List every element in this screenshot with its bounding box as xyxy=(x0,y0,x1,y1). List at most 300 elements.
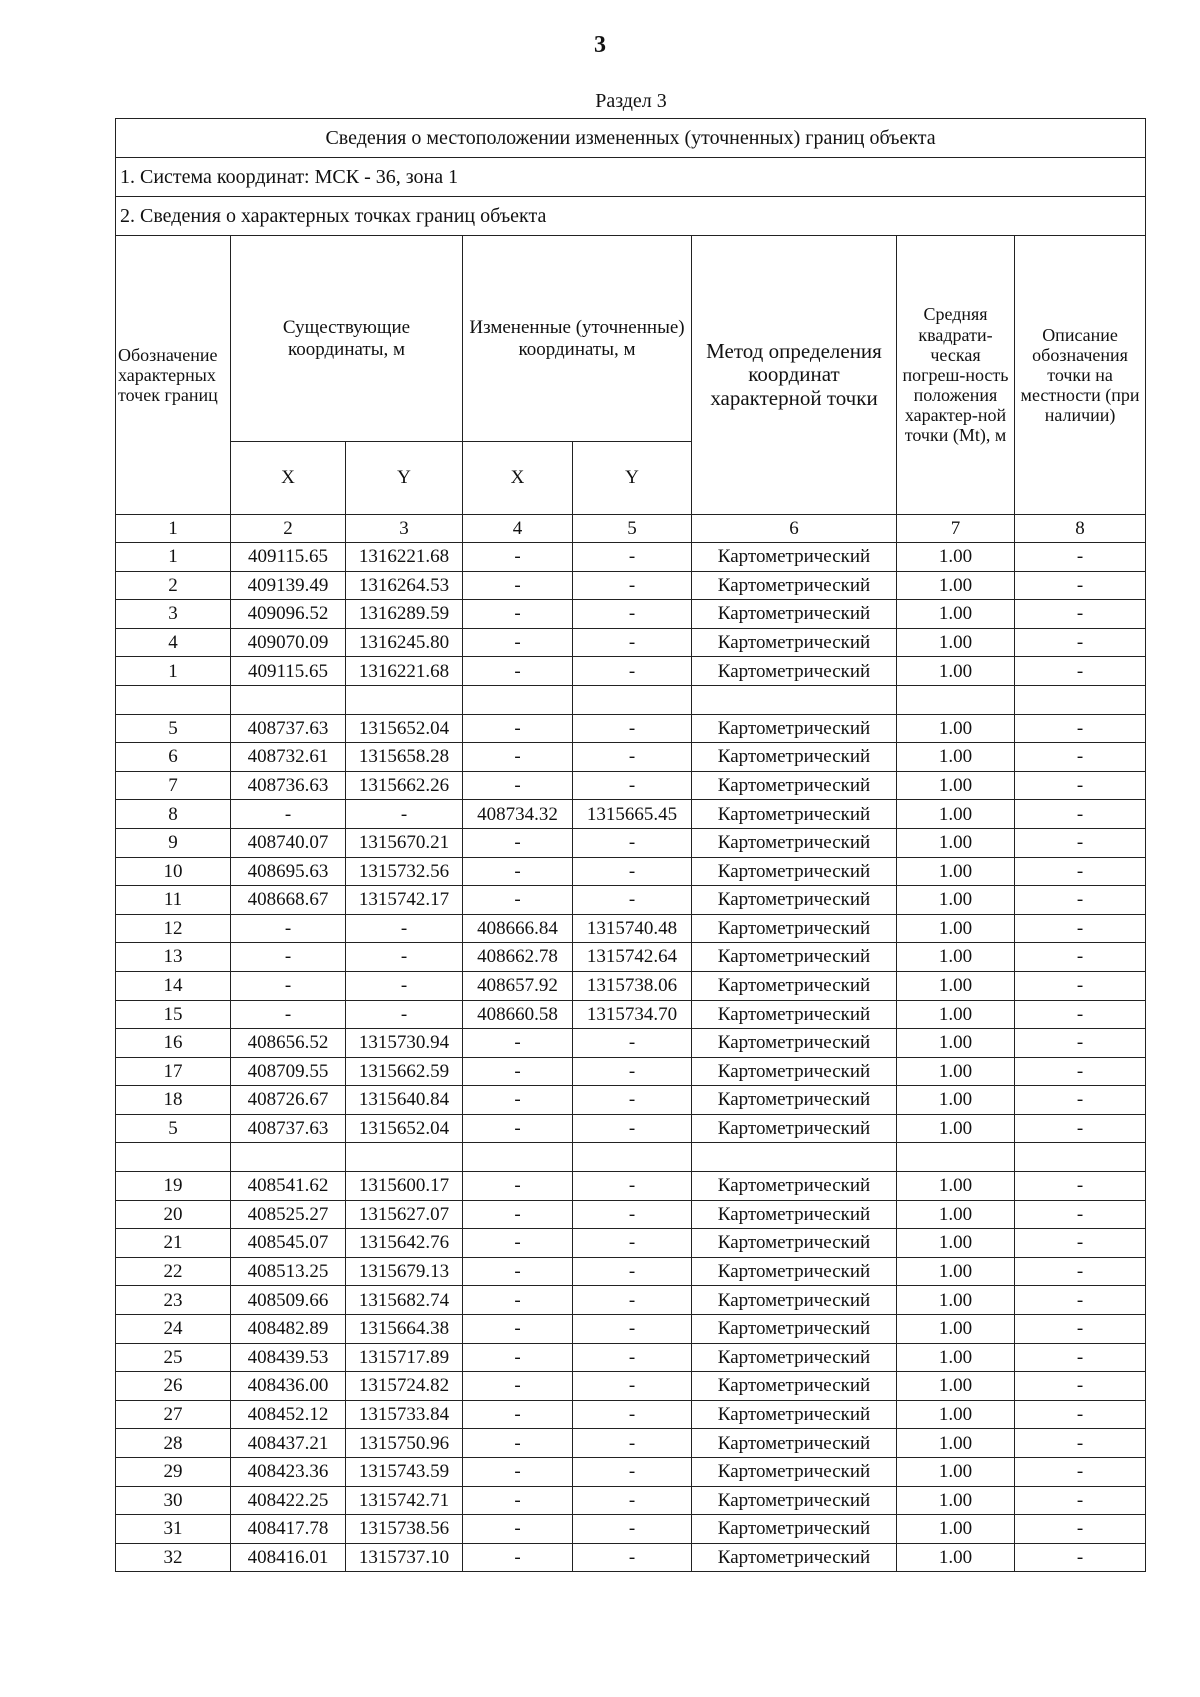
changed-x-cell: 408734.32 xyxy=(463,800,573,829)
existing-y-cell: 1315662.26 xyxy=(346,771,463,800)
existing-y-cell: 1315743.59 xyxy=(346,1458,463,1487)
changed-x-cell: - xyxy=(463,1458,573,1487)
existing-x-cell: 408439.53 xyxy=(231,1343,346,1372)
point-number-cell: 31 xyxy=(116,1515,231,1544)
rms-error-cell: 1.00 xyxy=(897,743,1015,772)
description-cell: - xyxy=(1015,914,1146,943)
point-number-cell: 26 xyxy=(116,1372,231,1401)
points-header: 2. Сведения о характерных точках границ объекта xyxy=(116,197,1146,236)
existing-x-cell: 408737.63 xyxy=(231,714,346,743)
existing-y-cell: - xyxy=(346,1000,463,1029)
existing-x-cell: - xyxy=(231,1000,346,1029)
header-existing-coords: Существующие координаты, м xyxy=(231,236,463,442)
rms-error-cell: 1.00 xyxy=(897,600,1015,629)
changed-x-cell: - xyxy=(463,1257,573,1286)
header-changed-x: X xyxy=(463,442,573,515)
existing-x-cell: 408423.36 xyxy=(231,1458,346,1487)
method-cell: Картометрический xyxy=(692,886,897,915)
table-row xyxy=(116,1429,1146,1458)
table-row xyxy=(116,543,1146,572)
point-number-cell: 7 xyxy=(116,771,231,800)
description-cell: - xyxy=(1015,1229,1146,1258)
changed-x-cell: - xyxy=(463,628,573,657)
method-cell: Картометрический xyxy=(692,914,897,943)
description-cell: - xyxy=(1015,1543,1146,1572)
method-cell: Картометрический xyxy=(692,1114,897,1143)
method-cell: Картометрический xyxy=(692,1515,897,1544)
changed-y-cell: - xyxy=(573,1200,692,1229)
coord-system: 1. Система координат: МСК - 36, зона 1 xyxy=(116,158,1146,197)
point-number-cell: 5 xyxy=(116,714,231,743)
table-row xyxy=(116,1343,1146,1372)
rms-error-cell: 1.00 xyxy=(897,1315,1015,1344)
description-cell: - xyxy=(1015,543,1146,572)
changed-y-cell: - xyxy=(573,1372,692,1401)
existing-y-cell: 1315682.74 xyxy=(346,1286,463,1315)
column-number: 5 xyxy=(573,515,692,543)
changed-y-cell: - xyxy=(573,828,692,857)
changed-y-cell: - xyxy=(573,857,692,886)
description-cell: - xyxy=(1015,1458,1146,1487)
changed-x-cell: - xyxy=(463,1172,573,1201)
method-cell: Картометрический xyxy=(692,828,897,857)
column-number: 3 xyxy=(346,515,463,543)
point-number-cell: 4 xyxy=(116,628,231,657)
table-row xyxy=(116,657,1146,686)
changed-y-cell: - xyxy=(573,1229,692,1258)
method-cell xyxy=(692,685,897,714)
description-cell: - xyxy=(1015,1372,1146,1401)
existing-y-cell: 1315732.56 xyxy=(346,857,463,886)
rms-error-cell: 1.00 xyxy=(897,628,1015,657)
existing-x-cell: 408736.63 xyxy=(231,771,346,800)
table-row xyxy=(116,714,1146,743)
point-number-cell: 25 xyxy=(116,1343,231,1372)
description-cell: - xyxy=(1015,943,1146,972)
description-cell: - xyxy=(1015,1343,1146,1372)
rms-error-cell: 1.00 xyxy=(897,1200,1015,1229)
existing-y-cell: 1315737.10 xyxy=(346,1543,463,1572)
method-cell: Картометрический xyxy=(692,1257,897,1286)
point-number-cell xyxy=(116,685,231,714)
rms-error-cell: 1.00 xyxy=(897,857,1015,886)
changed-y-cell xyxy=(573,685,692,714)
existing-x-cell: 409096.52 xyxy=(231,600,346,629)
existing-y-cell: 1316245.80 xyxy=(346,628,463,657)
existing-y-cell: 1316221.68 xyxy=(346,657,463,686)
method-cell: Картометрический xyxy=(692,1400,897,1429)
existing-x-cell: 409139.49 xyxy=(231,571,346,600)
changed-y-cell: - xyxy=(573,1343,692,1372)
rms-error-cell xyxy=(897,1143,1015,1172)
method-cell: Картометрический xyxy=(692,771,897,800)
table-row xyxy=(116,1543,1146,1572)
table-row xyxy=(116,1229,1146,1258)
column-number: 2 xyxy=(231,515,346,543)
table-row xyxy=(116,857,1146,886)
rms-error-cell: 1.00 xyxy=(897,1286,1015,1315)
existing-y-cell: 1315642.76 xyxy=(346,1229,463,1258)
column-number: 4 xyxy=(463,515,573,543)
changed-x-cell: 408660.58 xyxy=(463,1000,573,1029)
point-number-cell: 21 xyxy=(116,1229,231,1258)
existing-y-cell: 1315730.94 xyxy=(346,1029,463,1058)
rms-error-cell: 1.00 xyxy=(897,1486,1015,1515)
changed-x-cell: - xyxy=(463,743,573,772)
changed-y-cell: - xyxy=(573,1172,692,1201)
rms-error-cell: 1.00 xyxy=(897,943,1015,972)
rms-error-cell: 1.00 xyxy=(897,1400,1015,1429)
description-cell: - xyxy=(1015,1486,1146,1515)
description-cell: - xyxy=(1015,600,1146,629)
rms-error-cell: 1.00 xyxy=(897,1257,1015,1286)
table-row xyxy=(116,1200,1146,1229)
description-cell: - xyxy=(1015,857,1146,886)
method-cell: Картометрический xyxy=(692,1229,897,1258)
changed-x-cell: - xyxy=(463,857,573,886)
rms-error-cell: 1.00 xyxy=(897,714,1015,743)
existing-x-cell: 408422.25 xyxy=(231,1486,346,1515)
method-cell: Картометрический xyxy=(692,1000,897,1029)
existing-x-cell: - xyxy=(231,943,346,972)
existing-y-cell: 1315662.59 xyxy=(346,1057,463,1086)
rms-error-cell: 1.00 xyxy=(897,800,1015,829)
rms-error-cell: 1.00 xyxy=(897,1172,1015,1201)
table-row xyxy=(116,1086,1146,1115)
method-cell: Картометрический xyxy=(692,1029,897,1058)
rms-error-cell: 1.00 xyxy=(897,1057,1015,1086)
changed-y-cell: - xyxy=(573,1400,692,1429)
existing-y-cell: 1315658.28 xyxy=(346,743,463,772)
changed-x-cell xyxy=(463,1143,573,1172)
changed-x-cell: - xyxy=(463,1486,573,1515)
existing-y-cell: 1315600.17 xyxy=(346,1172,463,1201)
description-cell: - xyxy=(1015,714,1146,743)
header-existing-x: X xyxy=(231,442,346,515)
table-row xyxy=(116,914,1146,943)
existing-y-cell: 1315742.71 xyxy=(346,1486,463,1515)
table-row xyxy=(116,1486,1146,1515)
point-number-cell: 32 xyxy=(116,1543,231,1572)
existing-x-cell: 408668.67 xyxy=(231,886,346,915)
changed-y-cell: - xyxy=(573,1257,692,1286)
changed-y-cell: 1315742.64 xyxy=(573,943,692,972)
existing-y-cell: 1315640.84 xyxy=(346,1086,463,1115)
table-row xyxy=(116,1057,1146,1086)
description-cell: - xyxy=(1015,1286,1146,1315)
rms-error-cell: 1.00 xyxy=(897,1515,1015,1544)
header-rms-error: Средняя квадрати-ческая погреш-ность положения характер-ной точки (Mt), м xyxy=(897,236,1015,515)
changed-y-cell: 1315738.06 xyxy=(573,971,692,1000)
point-number-cell: 3 xyxy=(116,600,231,629)
existing-x-cell: 408732.61 xyxy=(231,743,346,772)
changed-x-cell: 408662.78 xyxy=(463,943,573,972)
rms-error-cell: 1.00 xyxy=(897,914,1015,943)
table-row xyxy=(116,1257,1146,1286)
changed-y-cell: - xyxy=(573,1315,692,1344)
existing-x-cell: 408695.63 xyxy=(231,857,346,886)
rms-error-cell: 1.00 xyxy=(897,657,1015,686)
rms-error-cell: 1.00 xyxy=(897,1343,1015,1372)
method-cell: Картометрический xyxy=(692,1486,897,1515)
existing-x-cell: 408482.89 xyxy=(231,1315,346,1344)
column-number: 1 xyxy=(116,515,231,543)
method-cell: Картометрический xyxy=(692,1315,897,1344)
existing-x-cell: 409070.09 xyxy=(231,628,346,657)
changed-y-cell: - xyxy=(573,1286,692,1315)
description-cell: - xyxy=(1015,1400,1146,1429)
existing-x-cell: 409115.65 xyxy=(231,543,346,572)
table-row xyxy=(116,1029,1146,1058)
point-number-cell: 12 xyxy=(116,914,231,943)
changed-x-cell: - xyxy=(463,1343,573,1372)
method-cell: Картометрический xyxy=(692,657,897,686)
rms-error-cell: 1.00 xyxy=(897,1458,1015,1487)
header-description: Описание обозначения точки на местности (при наличии) xyxy=(1015,236,1146,515)
page-number: 3 xyxy=(594,32,606,58)
description-cell: - xyxy=(1015,1172,1146,1201)
point-number-cell: 17 xyxy=(116,1057,231,1086)
rms-error-cell: 1.00 xyxy=(897,1086,1015,1115)
changed-y-cell: - xyxy=(573,1458,692,1487)
method-cell: Картометрический xyxy=(692,1057,897,1086)
existing-y-cell: - xyxy=(346,943,463,972)
changed-y-cell: - xyxy=(573,1486,692,1515)
point-number-cell: 11 xyxy=(116,886,231,915)
table-row xyxy=(116,571,1146,600)
description-cell: - xyxy=(1015,828,1146,857)
method-cell: Картометрический xyxy=(692,857,897,886)
description-cell: - xyxy=(1015,1086,1146,1115)
existing-y-cell: - xyxy=(346,800,463,829)
rms-error-cell: 1.00 xyxy=(897,1429,1015,1458)
changed-y-cell: 1315740.48 xyxy=(573,914,692,943)
method-cell: Картометрический xyxy=(692,1429,897,1458)
existing-x-cell xyxy=(231,685,346,714)
changed-x-cell: 408657.92 xyxy=(463,971,573,1000)
rms-error-cell xyxy=(897,685,1015,714)
existing-x-cell: 408709.55 xyxy=(231,1057,346,1086)
changed-x-cell: - xyxy=(463,543,573,572)
rms-error-cell: 1.00 xyxy=(897,543,1015,572)
existing-y-cell: 1315679.13 xyxy=(346,1257,463,1286)
existing-y-cell: 1315750.96 xyxy=(346,1429,463,1458)
changed-y-cell: - xyxy=(573,1086,692,1115)
existing-x-cell: - xyxy=(231,914,346,943)
existing-x-cell xyxy=(231,1143,346,1172)
rms-error-cell: 1.00 xyxy=(897,971,1015,1000)
changed-x-cell: - xyxy=(463,1515,573,1544)
description-cell: - xyxy=(1015,771,1146,800)
existing-y-cell: - xyxy=(346,971,463,1000)
changed-x-cell: - xyxy=(463,600,573,629)
header-method: Метод определения координат характерной точки xyxy=(692,236,897,515)
rms-error-cell: 1.00 xyxy=(897,1543,1015,1572)
point-number-cell: 30 xyxy=(116,1486,231,1515)
header-changed-coords: Измененные (уточненные) координаты, м xyxy=(463,236,692,442)
point-number-cell: 10 xyxy=(116,857,231,886)
existing-y-cell: 1315742.17 xyxy=(346,886,463,915)
description-cell: - xyxy=(1015,1114,1146,1143)
method-cell: Картометрический xyxy=(692,543,897,572)
rms-error-cell: 1.00 xyxy=(897,1029,1015,1058)
existing-x-cell: 408452.12 xyxy=(231,1400,346,1429)
changed-y-cell: - xyxy=(573,886,692,915)
description-cell: - xyxy=(1015,1000,1146,1029)
existing-x-cell: 409115.65 xyxy=(231,657,346,686)
table-row xyxy=(116,1315,1146,1344)
point-number-cell xyxy=(116,1143,231,1172)
changed-x-cell: - xyxy=(463,1057,573,1086)
table-row xyxy=(116,971,1146,1000)
description-cell: - xyxy=(1015,657,1146,686)
point-number-cell: 24 xyxy=(116,1315,231,1344)
existing-x-cell: 408737.63 xyxy=(231,1114,346,1143)
changed-y-cell: - xyxy=(573,628,692,657)
table-row xyxy=(116,1114,1146,1143)
existing-x-cell: 408437.21 xyxy=(231,1429,346,1458)
point-number-cell: 18 xyxy=(116,1086,231,1115)
changed-x-cell: - xyxy=(463,714,573,743)
rms-error-cell: 1.00 xyxy=(897,886,1015,915)
method-cell: Картометрический xyxy=(692,1172,897,1201)
rms-error-cell: 1.00 xyxy=(897,571,1015,600)
existing-y-cell xyxy=(346,685,463,714)
existing-x-cell: 408525.27 xyxy=(231,1200,346,1229)
changed-x-cell: - xyxy=(463,1086,573,1115)
point-number-cell: 19 xyxy=(116,1172,231,1201)
table-row xyxy=(116,685,1146,714)
existing-x-cell: 408417.78 xyxy=(231,1515,346,1544)
point-number-cell: 8 xyxy=(116,800,231,829)
point-number-cell: 23 xyxy=(116,1286,231,1315)
description-cell: - xyxy=(1015,1057,1146,1086)
changed-x-cell: - xyxy=(463,1029,573,1058)
existing-x-cell: 408509.66 xyxy=(231,1286,346,1315)
existing-x-cell: 408726.67 xyxy=(231,1086,346,1115)
point-number-cell: 6 xyxy=(116,743,231,772)
existing-y-cell: 1316221.68 xyxy=(346,543,463,572)
table-row xyxy=(116,1400,1146,1429)
changed-y-cell: - xyxy=(573,743,692,772)
table-row xyxy=(116,1515,1146,1544)
table-row xyxy=(116,771,1146,800)
description-cell: - xyxy=(1015,1429,1146,1458)
changed-x-cell: 408666.84 xyxy=(463,914,573,943)
changed-x-cell: - xyxy=(463,1400,573,1429)
existing-x-cell: 408545.07 xyxy=(231,1229,346,1258)
description-cell: - xyxy=(1015,800,1146,829)
existing-y-cell: 1315717.89 xyxy=(346,1343,463,1372)
header-point-designation: Обозначение характерных точек границ xyxy=(116,236,231,515)
method-cell: Картометрический xyxy=(692,1200,897,1229)
rms-error-cell: 1.00 xyxy=(897,1229,1015,1258)
existing-y-cell: 1315724.82 xyxy=(346,1372,463,1401)
table-row xyxy=(116,1000,1146,1029)
method-cell: Картометрический xyxy=(692,1286,897,1315)
description-cell: - xyxy=(1015,886,1146,915)
existing-x-cell: 408656.52 xyxy=(231,1029,346,1058)
rms-error-cell: 1.00 xyxy=(897,771,1015,800)
table-row xyxy=(116,743,1146,772)
point-number-cell: 16 xyxy=(116,1029,231,1058)
table-row xyxy=(116,600,1146,629)
table-title: Сведения о местоположении измененных (уточненных) границ объекта xyxy=(116,119,1146,158)
changed-y-cell: - xyxy=(573,1543,692,1572)
method-cell: Картометрический xyxy=(692,1372,897,1401)
column-number-row xyxy=(116,515,1146,543)
changed-y-cell: - xyxy=(573,771,692,800)
changed-x-cell: - xyxy=(463,657,573,686)
point-number-cell: 9 xyxy=(116,828,231,857)
existing-y-cell: 1315738.56 xyxy=(346,1515,463,1544)
changed-y-cell: - xyxy=(573,543,692,572)
table-row xyxy=(116,1458,1146,1487)
changed-y-cell: 1315734.70 xyxy=(573,1000,692,1029)
changed-x-cell: - xyxy=(463,1114,573,1143)
method-cell: Картометрический xyxy=(692,1543,897,1572)
changed-x-cell: - xyxy=(463,771,573,800)
existing-y-cell: 1315670.21 xyxy=(346,828,463,857)
rms-error-cell: 1.00 xyxy=(897,1000,1015,1029)
existing-y-cell: 1315652.04 xyxy=(346,1114,463,1143)
header-changed-y: Y xyxy=(573,442,692,515)
point-number-cell: 13 xyxy=(116,943,231,972)
changed-x-cell xyxy=(463,685,573,714)
point-number-cell: 5 xyxy=(116,1114,231,1143)
description-cell: - xyxy=(1015,1315,1146,1344)
table-row xyxy=(116,943,1146,972)
existing-y-cell: 1315652.04 xyxy=(346,714,463,743)
rms-error-cell: 1.00 xyxy=(897,1372,1015,1401)
changed-x-cell: - xyxy=(463,1229,573,1258)
existing-x-cell: 408416.01 xyxy=(231,1543,346,1572)
changed-y-cell: - xyxy=(573,714,692,743)
changed-y-cell: - xyxy=(573,1515,692,1544)
changed-x-cell: - xyxy=(463,828,573,857)
description-cell: - xyxy=(1015,743,1146,772)
method-cell: Картометрический xyxy=(692,628,897,657)
changed-y-cell: - xyxy=(573,1429,692,1458)
method-cell: Картометрический xyxy=(692,971,897,1000)
changed-y-cell: - xyxy=(573,600,692,629)
existing-x-cell: 408436.00 xyxy=(231,1372,346,1401)
changed-y-cell: - xyxy=(573,1057,692,1086)
table-row xyxy=(116,1372,1146,1401)
method-cell: Картометрический xyxy=(692,600,897,629)
table-row xyxy=(116,1143,1146,1172)
changed-x-cell: - xyxy=(463,1200,573,1229)
changed-y-cell: - xyxy=(573,571,692,600)
description-cell xyxy=(1015,1143,1146,1172)
method-cell: Картометрический xyxy=(692,1343,897,1372)
point-number-cell: 28 xyxy=(116,1429,231,1458)
changed-y-cell: - xyxy=(573,1029,692,1058)
existing-y-cell: - xyxy=(346,914,463,943)
description-cell: - xyxy=(1015,571,1146,600)
changed-x-cell: - xyxy=(463,1429,573,1458)
changed-x-cell: - xyxy=(463,1286,573,1315)
method-cell: Картометрический xyxy=(692,1086,897,1115)
table-row xyxy=(116,1172,1146,1201)
rms-error-cell: 1.00 xyxy=(897,828,1015,857)
existing-x-cell: - xyxy=(231,971,346,1000)
changed-x-cell: - xyxy=(463,1372,573,1401)
description-cell: - xyxy=(1015,1029,1146,1058)
column-number: 8 xyxy=(1015,515,1146,543)
point-number-cell: 1 xyxy=(116,657,231,686)
point-number-cell: 20 xyxy=(116,1200,231,1229)
